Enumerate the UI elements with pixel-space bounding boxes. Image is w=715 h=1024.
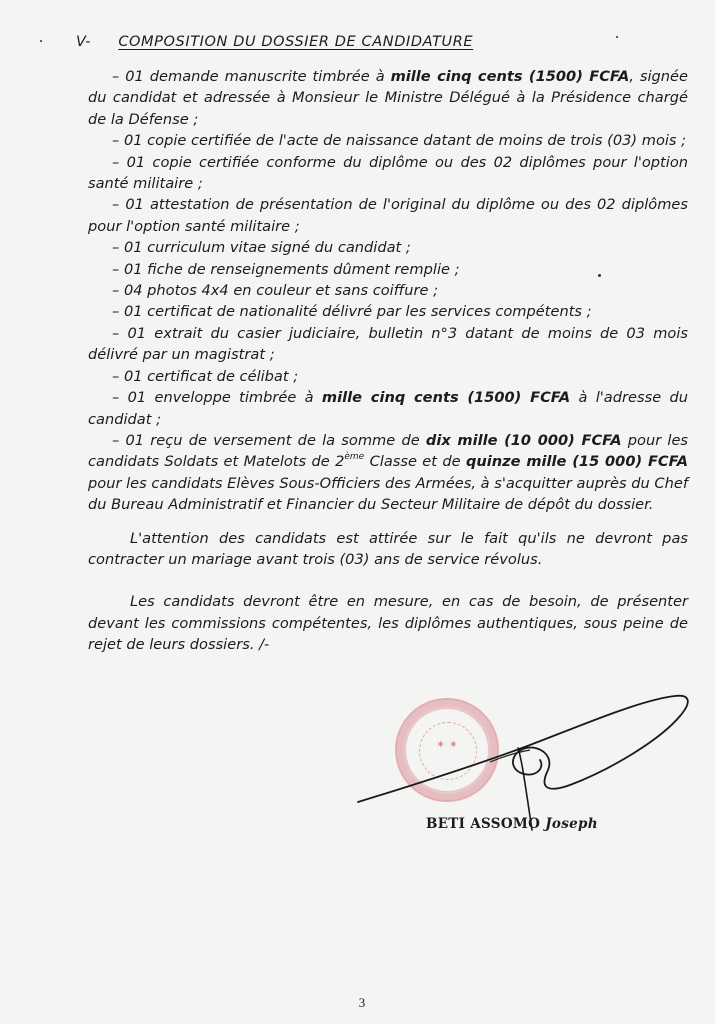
section-heading: [76, 34, 473, 50]
list-item: – 01 attestation de présentation de l'original du diplôme ou des 02 diplômes pour l'option santé militaire ;: [88, 196, 688, 235]
list-item: – 01 demande manuscrite timbrée à mille cinq cents (1500) FCFA, signée du candidat et adressée à Monsieur le Ministre Délégué à la Présidence chargé de la Défense ;: [88, 68, 689, 128]
signature-block: [340, 690, 700, 840]
list-item: – 01 extrait du casier judiciaire, bulletin n°3 datant de moins de 03 mois délivré par un magistrat ;: [88, 324, 688, 364]
list-item: – 01 enveloppe timbrée à mille cinq cents (1500) FCFA à l'adresse du candidat ;: [88, 389, 689, 428]
signatory-name: BETI ASSOMO Joseph: [426, 816, 598, 832]
page-number: 3: [358, 995, 366, 1010]
list-item: – 01 fiche de renseignements dûment remplie ;: [112, 260, 460, 278]
section-number: V-: [76, 34, 92, 50]
list-item: – 01 copie certifiée conforme du diplôme ou des 02 diplômes pour l'option santé militaire ;: [88, 153, 688, 193]
list-item: – 01 copie certifiée de l'acte de naissance datant de moins de trois (03) mois ;: [112, 132, 687, 150]
scan-speck: [598, 274, 601, 277]
list-item-payment-receipt: – 01 reçu de versement de la somme de dix mille (10 000) FCFA pour les candidats Soldats et Matelots de 2ème Classe et de quinze mille (15 000) FCFA pour les candidats Elèves Sous-Officiers des Armées, à s'acquitter auprès du Chef du Bureau Administratif et Financier du Secteur Militaire de dépôt du dossier.: [88, 431, 689, 514]
authentic-diplomas-paragraph: Les candidats devront être en mesure, en cas de besoin, de présenter devant les commissions compétentes, les diplômes authentiques, sous peine de rejet de leurs dossiers. /-: [88, 593, 688, 654]
marriage-notice-paragraph: L'attention des candidats est attirée sur le fait qu'ils ne devront pas contracter un mariage avant trois (03) ans de service révolus.: [88, 529, 688, 568]
section-title: COMPOSITION DU DOSSIER DE CANDIDATURE: [118, 34, 474, 50]
document-body: [88, 66, 688, 670]
list-item: – 01 certificat de célibat ;: [112, 367, 299, 385]
list-item: – 01 certificat de nationalité délivré par les services compétents ;: [112, 303, 592, 321]
list-item: – 04 photos 4x4 en couleur et sans coiffure ;: [112, 282, 439, 300]
list-item: – 01 curriculum vitae signé du candidat ;: [112, 239, 411, 257]
scan-speck: [40, 40, 42, 42]
requirements-list: [88, 66, 688, 516]
official-stamp: ✶ ✶: [395, 698, 499, 802]
scan-speck: [616, 36, 618, 38]
